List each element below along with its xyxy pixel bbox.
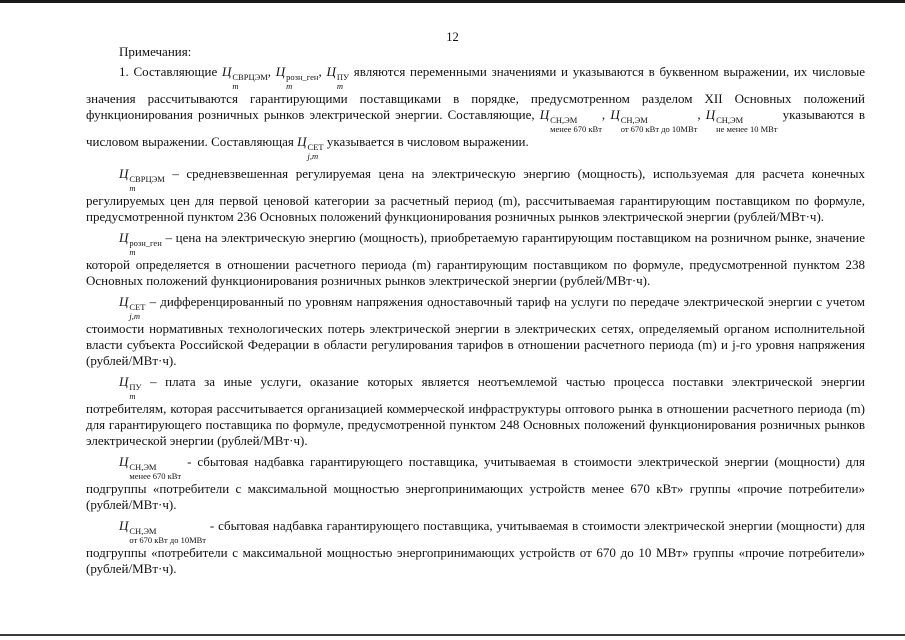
scan-edge-bottom	[0, 634, 905, 636]
formula-c-svrcem-def: Ц СВРЦЭМ m	[119, 166, 165, 193]
formula-c-set-def: Ц СЕТ j,m	[119, 294, 146, 321]
formula-c-from670to10: Ц СН,ЭМ от 670 кВт до 10МВт	[610, 107, 698, 134]
definition-less670: Ц СН,ЭМ менее 670 кВт - сбытовая надбавка гарантирующего поставщика, учитываемая в стоимости электрической энергии (мощности) для подгруппы «потребители с максимальной мощностью энергопринимающих устройств менее 670 кВт» группы «прочие потребители» (рублей/МВт·ч).	[86, 454, 866, 512]
formula-c-pu: Ц ПУ m	[326, 64, 350, 91]
formula-c-pu-def: Ц ПУ m	[119, 374, 142, 401]
definition-set: Ц СЕТ j,m – дифференцированный по уровням напряжения одноставочный тариф на услуги по передаче электрической энергии с учетом стоимости нормативных технологических потерь электрической энергии в электрических сетях, определяемый органом исполнительной власти субъекта Российской Федерации в области регулирования тарифов в отношении расчетного периода (m) и j-го уровня напряжения (рублей/МВт·ч).	[86, 294, 866, 368]
page-number: 12	[446, 30, 459, 44]
note-1-text-2: указываются в числовом выражении. Составляющая	[86, 107, 866, 149]
note-paragraph-1: 1. Составляющие Ц СВРЦЭМ m , Ц розн_ген m , Ц ПУ m являются переменными значениями и указываются в буквенном выражении, их числовые значения рассчитываются гарантирующими поставщиками в порядке, предусмотренном разделом XII Основных положений функционирования розничных рынков электрической энергии. Составляющие, Ц СН,ЭМ менее 670 кВт , Ц СН,ЭМ от 670 кВт до 10МВт , Ц СН,ЭМ не менее 10 МВт указываются в числовом выражении. Составляющая Ц СЕТ j,m указывается в числовом выражении.	[86, 64, 866, 161]
note-1-text-3: указывается в числовом выражении.	[326, 134, 529, 149]
formula-c-rozn-gen: Ц розн_ген m	[275, 64, 319, 91]
note-1-lead: 1. Составляющие	[119, 64, 218, 79]
notes-heading: Примечания:	[119, 44, 192, 59]
formula-c-less670: Ц СН,ЭМ менее 670 кВт	[539, 107, 602, 134]
note-1-text: являются переменными значениями и указываются в буквенном выражении, их числовые значения рассчитываются гарантирующими поставщиками в порядке, предусмотренном разделом XII Основных положений функционирования розничных рынков электрической энергии. Составляющие,	[86, 64, 866, 122]
formula-c-rozn-gen-def: Ц розн_ген m	[119, 230, 162, 257]
definition-from670to10: Ц СН,ЭМ от 670 кВт до 10МВт - сбытовая надбавка гарантирующего поставщика, учитываемая в стоимости электрической энергии (мощности) для подгруппы «потребители с максимальной мощностью энергопринимающих устройств от 670 до 10 МВт» группы «прочие потребители» (рублей/МВт·ч).	[86, 518, 866, 576]
definition-rozn-gen: Ц розн_ген m – цена на электрическую энергию (мощность), приобретаемую гарантирующим поставщиком на розничном рынке, значение которой определяется в отношении расчетного периода (m) гарантирующим поставщиком по формуле, предусмотренной пунктом 238 Основных положений функционирования розничных рынков электрической энергии (рублей/МВт·ч).	[86, 230, 866, 288]
formula-c-from670to10-def: Ц СН,ЭМ от 670 кВт до 10МВт	[119, 518, 207, 545]
notes-body	[86, 44, 865, 577]
formula-c-less670-def: Ц СН,ЭМ менее 670 кВт	[119, 454, 182, 481]
formula-c-set-jm: Ц СЕТ j,m	[297, 134, 324, 161]
scan-edge-top	[0, 0, 905, 3]
definition-svrcem: Ц СВРЦЭМ m – средневзвешенная регулируемая цена на электрическую энергию (мощность), используемая для расчета конечных регулируемых цен для первой ценовой категории за расчетный период (m), рассчитываемая гарантирующим поставщиком по формуле, предусмотренной пунктом 236 Основных положений функционирования розничных рынков электрической энергии (рублей/МВт·ч).	[86, 166, 865, 224]
definition-pu: Ц ПУ m – плата за иные услуги, оказание которых является неотъемлемой частью процесса поставки электрической энергии потребителям, которая рассчитывается организацией коммерческой инфраструктуры оптового рынка в отношении расчетного периода (m) для гарантирующего поставщика по формуле, предусмотренной пунктом 248 Основных положений функционирования розничных рынков электрической энергии (рублей/МВт·ч).	[86, 374, 865, 448]
formula-c-svrcem: Ц СВРЦЭМ m	[221, 64, 268, 91]
formula-c-notless10: Ц СН,ЭМ не менее 10 МВт	[705, 107, 778, 134]
